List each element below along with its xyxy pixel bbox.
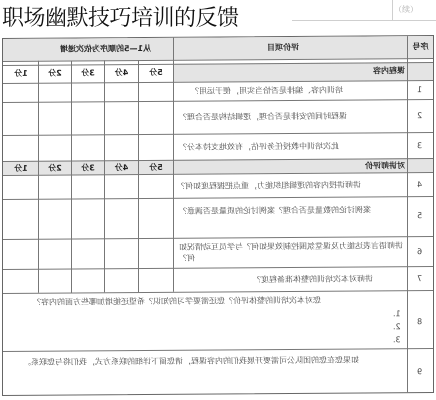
col-line bbox=[407, 36, 408, 392]
open-answer-line: 1. bbox=[393, 309, 401, 319]
item-num: 1 bbox=[417, 85, 423, 95]
item-num: 2 bbox=[417, 111, 423, 121]
ghost-divider bbox=[392, 0, 393, 20]
item-text: 讲师语言表达能力及课堂氛围控制效果如何？与学员互动情况如何？ bbox=[179, 241, 403, 263]
rating-label: 3分 bbox=[81, 163, 95, 173]
row-line bbox=[3, 236, 433, 240]
item-text: 培训内容、编排是否恰当实用，便于运用？ bbox=[191, 85, 343, 96]
item-num: 6 bbox=[417, 247, 423, 257]
row-line bbox=[3, 266, 433, 270]
row-line bbox=[3, 348, 433, 352]
scale-header: 从1—5的顺序为依次递增 bbox=[59, 43, 152, 54]
rating-label: 5分 bbox=[149, 67, 163, 77]
item-num: 3 bbox=[417, 141, 423, 151]
rating-label: 3分 bbox=[81, 68, 95, 78]
rating-label: 4分 bbox=[114, 68, 129, 78]
rating-label: 1分 bbox=[14, 163, 28, 173]
page-title: 职场幽默技巧培训的反馈 bbox=[2, 6, 239, 31]
row-line bbox=[3, 99, 433, 103]
open-answer-line: 2. bbox=[393, 322, 401, 332]
col-line bbox=[173, 38, 174, 292]
contact-request-text: 如果您在您的团队公司需要开展我们的内容课程，请您留下详细的联系方式，我们将与您联系。 bbox=[23, 355, 359, 367]
feedback-form-table bbox=[2, 35, 434, 396]
item-num: 8 bbox=[417, 317, 423, 327]
eval-header: 评价项目 bbox=[267, 42, 299, 53]
item-text: 课程时间的安排是否合理，逻辑结构是否合理？ bbox=[179, 111, 347, 122]
row-line bbox=[3, 132, 433, 136]
item-text: 案例讨论的数量是否合理？案例讨论的质量是否满意？ bbox=[179, 205, 371, 216]
item-text: 讲师讲授内容的逻辑组织能力，重点把握程度如何？ bbox=[177, 180, 361, 191]
seq-header: 序号 bbox=[412, 42, 429, 52]
item-num: 7 bbox=[417, 274, 423, 284]
open-answer-line: 3. bbox=[393, 335, 401, 345]
col-line bbox=[138, 60, 139, 292]
col-line bbox=[71, 61, 72, 293]
rating-label: 1分 bbox=[14, 68, 28, 78]
ghost-page-label: （续） bbox=[394, 5, 418, 14]
row-line bbox=[3, 196, 433, 200]
col-line bbox=[38, 61, 39, 293]
rating-label: 4分 bbox=[114, 163, 129, 173]
row-line bbox=[3, 290, 433, 294]
rating-label: 5分 bbox=[149, 162, 163, 172]
rating-label: 2分 bbox=[48, 163, 62, 173]
ghost-divider bbox=[292, 20, 436, 21]
col-line bbox=[104, 60, 105, 292]
item-num: 9 bbox=[417, 367, 423, 377]
item-num: 4 bbox=[417, 180, 423, 190]
item-num: 5 bbox=[417, 211, 423, 221]
row-line bbox=[3, 80, 433, 84]
item-text: 讲师对本次培训的整体准备程度？ bbox=[253, 274, 373, 285]
item-text: 此次培训中教授任务评估，有效地支持本分？ bbox=[179, 141, 339, 152]
section-course-title: 课程内容 bbox=[373, 66, 405, 76]
rating-label: 2分 bbox=[48, 68, 62, 78]
open-question-text: 您对本次培训的整体评价？您还需要学习的知识？希望还能增加哪些方面的内容？ bbox=[33, 295, 321, 307]
section-trainer-title: 对讲师评价 bbox=[365, 161, 405, 171]
